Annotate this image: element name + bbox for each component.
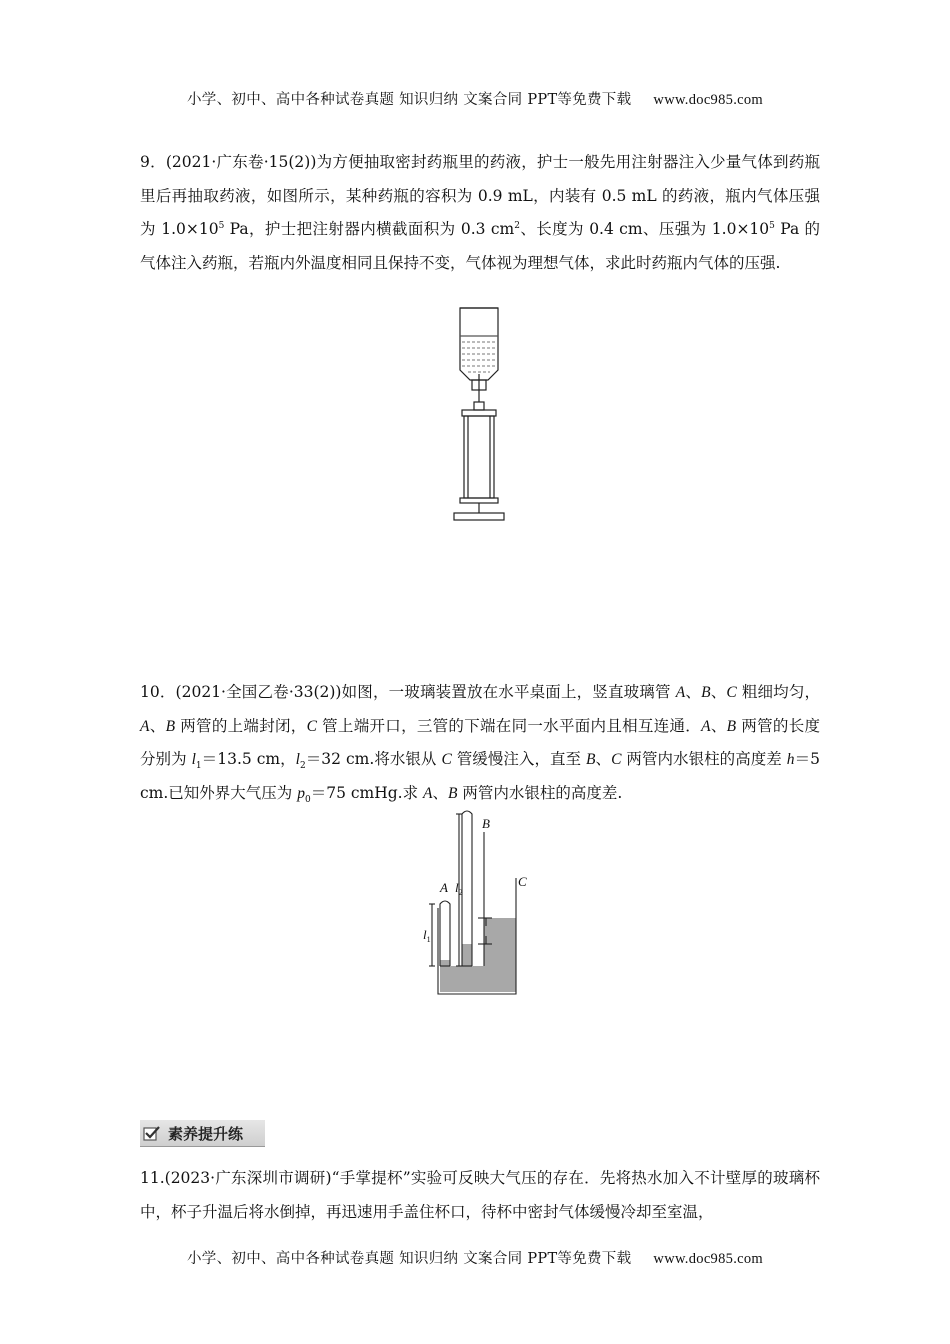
question-9 — [140, 146, 820, 280]
q10-seg: ＝5 cm.已知外界大气压为 — [140, 750, 820, 802]
q10-var: B — [165, 717, 176, 735]
q10-var: C — [726, 684, 737, 701]
q9-text-1: 9．(2021·广东卷·15(2))为方便抽取密封药瓶里的药液，护士一般先用注射器注入少量气体到药瓶里后再抽取药液，如图所示，某种药瓶的容积为 0.9 mL，内装有 0.5 mL 的药液，瓶内气体压强为 1.0×10 — [140, 153, 820, 238]
question-10 — [140, 676, 820, 810]
q10-seg: 管缓慢注入，直至 — [451, 750, 587, 768]
checkmark-icon — [143, 1125, 161, 1141]
q10-var: C — [441, 751, 452, 768]
q10-seg: ＝13.5 cm， — [201, 750, 296, 768]
q10-var: C — [306, 717, 317, 735]
label-c: C — [518, 874, 527, 889]
q10-var: B — [701, 684, 711, 701]
q10-var: C — [611, 751, 622, 768]
q10-sep: 、 — [149, 716, 166, 735]
q10-var: l — [191, 751, 196, 768]
q10-var: B — [586, 751, 596, 768]
q10-seg: 两管内水银柱的高度差. — [457, 783, 623, 802]
q10-var: A — [423, 784, 433, 802]
q9-text-3: 、长度为 0.4 cm、压强为 1.0×10 — [519, 220, 770, 238]
page-header — [0, 88, 950, 109]
q10-sep: 、 — [595, 750, 612, 768]
q10-sep: 、 — [710, 716, 727, 735]
q10-seg: 两管内水银柱的高度差 — [621, 750, 787, 768]
label-l2: $l_2$ — [455, 880, 463, 897]
page-footer — [0, 1247, 950, 1268]
syringe-vial-figure — [440, 300, 520, 525]
q10-sub: 0 — [304, 794, 311, 805]
q10-sub: 2 — [299, 761, 306, 772]
q10-var: A — [140, 717, 150, 735]
q10-sep: 、 — [710, 683, 727, 701]
header-url[interactable]: www.doc985.com — [653, 92, 763, 108]
q9-exp-3: 5 — [769, 220, 775, 231]
q10-sub: 1 — [195, 761, 202, 772]
q10-sep: 、 — [432, 783, 449, 802]
q10-var: l — [295, 751, 300, 768]
section-title-badge — [140, 1120, 265, 1147]
q10-seg: 粗细均匀， — [736, 683, 820, 701]
q10-var: B — [726, 717, 737, 735]
q10-seg: 管上端开口，三管的下端在同一水平面内且相互连通． — [316, 716, 702, 735]
q10-sep: 、 — [685, 683, 702, 701]
q10-var: A — [701, 717, 711, 735]
label-a: A — [440, 880, 448, 895]
question-11: 11.(2023·广东深圳市调研)“手掌提杯”实验可反映大气压的存在．先将热水加入不计壁厚的玻璃杯中，杯子升温后将水倒掉，再迅速用手盖住杯口，待杯中密封气体缓慢冷却至室温， — [140, 1169, 820, 1221]
q10-seg: ＝32 cm.将水银从 — [305, 750, 442, 768]
q10-var: h — [786, 751, 795, 768]
header-text: 小学、初中、高中各种试卷真题 知识归纳 文案合同 PPT等免费下载 — [187, 92, 632, 108]
q10-seg: 10．(2021·全国乙卷·33(2))如图，一玻璃装置放在水平桌面上，竖直玻璃管 — [140, 683, 676, 701]
q9-exp-2: 2 — [514, 220, 520, 231]
q9-exp-1: 5 — [218, 220, 225, 231]
label-b: B — [482, 816, 490, 831]
q10-seg: 两管的上端封闭， — [175, 716, 307, 735]
q9-text-4: Pa 的气体注入药瓶，若瓶内外温度相同且保持不变，气体视为理想气体，求此时药瓶内气体的压强. — [140, 220, 821, 272]
section-title: 素养提升练 — [168, 1124, 244, 1143]
q10-seg: 两管的长度分别为 — [140, 716, 820, 768]
q10-var: A — [675, 684, 686, 701]
q10-var: B — [448, 784, 458, 802]
q10-seg: ＝75 cmHg.求 — [310, 783, 424, 802]
label-l1: $l_1$ — [423, 927, 431, 944]
footer-text: 小学、初中、高中各种试卷真题 知识归纳 文案合同 PPT等免费下载 — [187, 1251, 632, 1267]
q10-var: p — [297, 784, 305, 802]
glass-tube-figure — [418, 806, 543, 998]
footer-url[interactable]: www.doc985.com — [653, 1251, 763, 1267]
q9-text-2: Pa，护士把注射器内横截面积为 0.3 cm — [224, 220, 515, 238]
